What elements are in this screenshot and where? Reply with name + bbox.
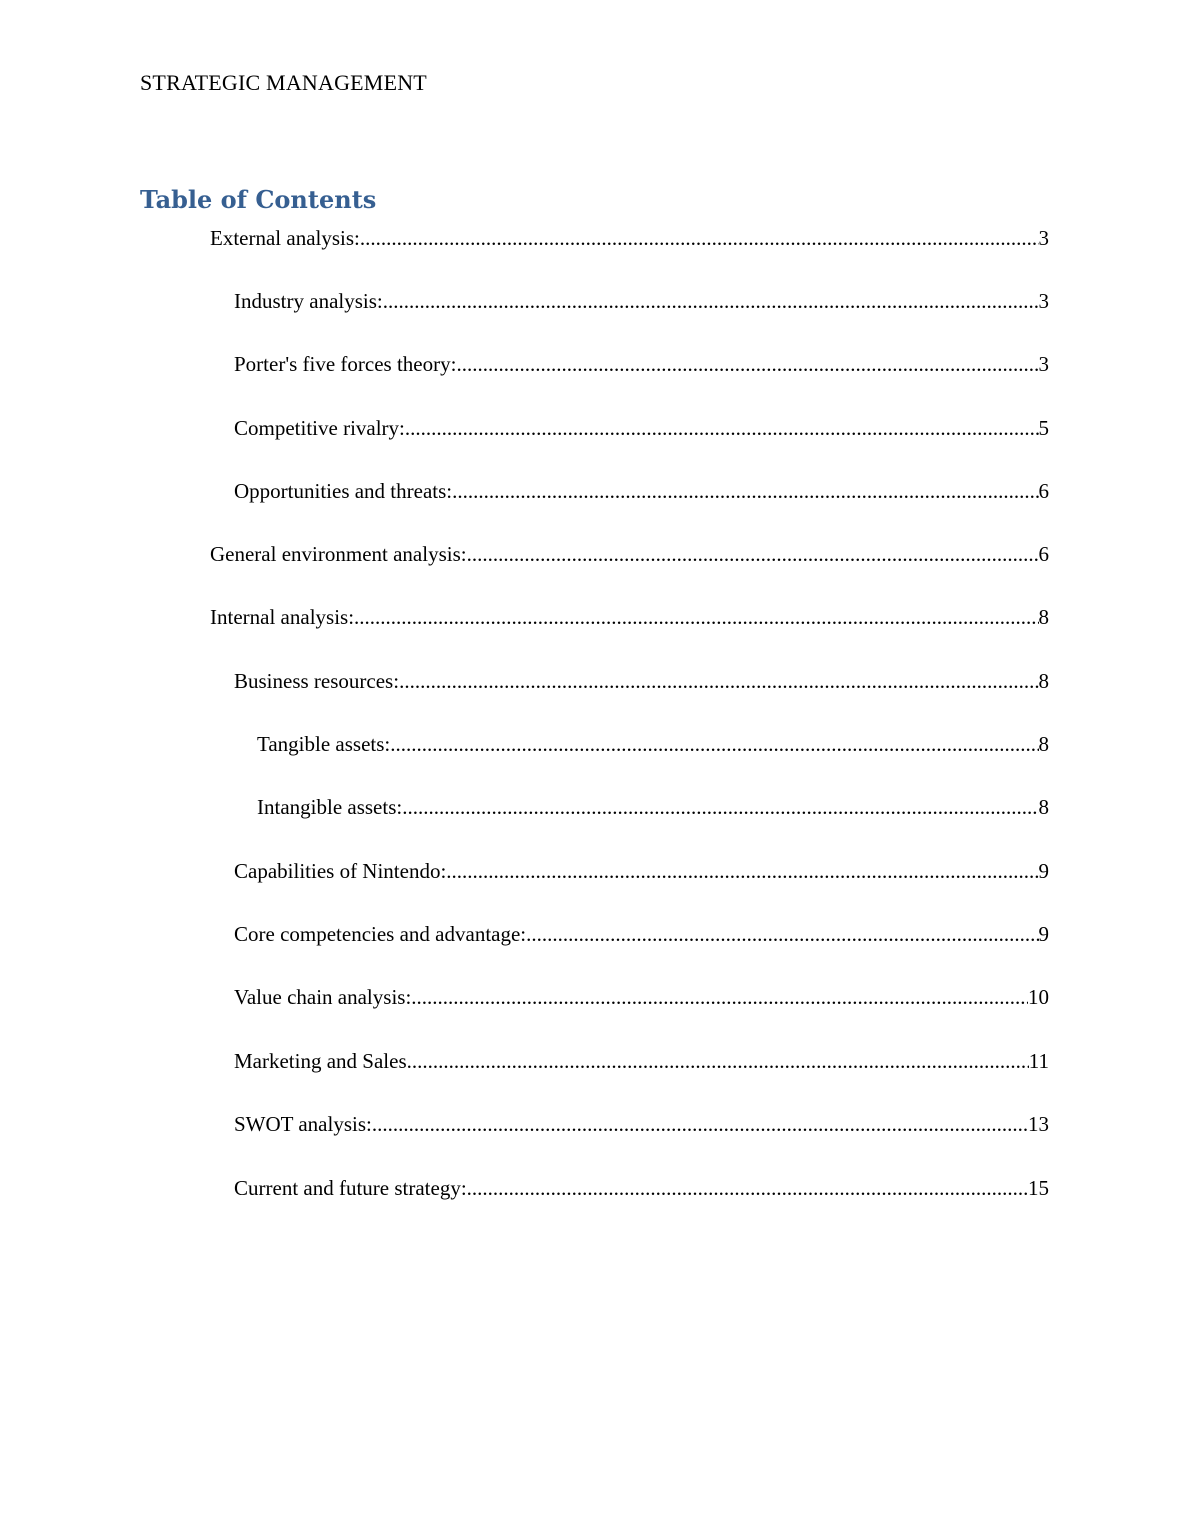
toc-entry-industry-analysis[interactable] [234,287,1049,315]
toc-entry-tangible-assets[interactable] [257,730,1049,758]
toc-page-number: 9 [1038,922,1049,946]
toc-dot-leader [411,983,1028,1011]
toc-page-number: 3 [1038,226,1049,250]
toc-entry-opportunities-threats[interactable] [234,477,1049,505]
toc-dot-leader [407,1047,1029,1075]
toc-entry-label: Intangible assets: [257,795,403,819]
toc-title: Table of Contents [140,185,377,214]
toc-entry-business-resources[interactable] [234,667,1049,695]
toc-entry-label: Industry analysis: [234,289,383,313]
toc-entry-external-analysis[interactable] [210,224,1049,252]
toc-entry-label: SWOT analysis: [234,1112,372,1136]
toc-page-number: 8 [1038,669,1049,693]
toc-entry-label: Opportunities and threats: [234,479,453,503]
toc-entry-intangible-assets[interactable] [257,793,1049,821]
toc-page-number: 9 [1038,859,1049,883]
toc-dot-leader [467,540,1039,568]
toc-entry-label: Tangible assets: [257,732,391,756]
toc-dot-leader [354,603,1038,631]
toc-dot-leader [402,793,1038,821]
toc-page-number: 15 [1028,1176,1049,1200]
toc-dot-leader [526,920,1038,948]
toc-entry-label: Porter's five forces theory: [234,352,457,376]
toc-dot-leader [405,414,1039,442]
toc-page-number: 8 [1038,605,1049,629]
toc-entry-label: Competitive rivalry: [234,416,405,440]
toc-dot-leader [399,667,1038,695]
toc-entry-swot-analysis[interactable] [234,1110,1049,1138]
toc-page-number: 8 [1038,795,1049,819]
toc-entry-label: Business resources: [234,669,400,693]
toc-dot-leader [383,287,1039,315]
toc-dot-leader [446,857,1038,885]
toc-page-number: 6 [1038,479,1049,503]
toc-page-number: 11 [1028,1049,1049,1073]
toc-dot-leader [452,477,1038,505]
toc-dot-leader [456,350,1038,378]
toc-entry-label: General environment analysis: [210,542,467,566]
running-header: STRATEGIC MANAGEMENT [140,70,427,95]
toc-entry-label: Current and future strategy: [234,1176,467,1200]
toc-entry-competitive-rivalry[interactable] [234,414,1049,442]
toc-entry-label: Core competencies and advantage: [234,922,527,946]
toc-entry-value-chain[interactable] [234,983,1049,1011]
toc-entry-marketing-sales[interactable] [234,1047,1049,1075]
toc-dot-leader [390,730,1038,758]
toc-page-number: 8 [1038,732,1049,756]
toc-entry-label: Internal analysis: [210,605,355,629]
toc-entry-label: Capabilities of Nintendo: [234,859,447,883]
toc-page-number: 13 [1028,1112,1049,1136]
toc-entry-porters-five-forces[interactable] [234,350,1049,378]
toc-entry-label: Value chain analysis: [234,985,412,1009]
toc-entry-core-competencies[interactable] [234,920,1049,948]
toc-dot-leader [467,1174,1028,1202]
toc-entry-general-environment[interactable] [210,540,1049,568]
toc-page-number: 5 [1038,416,1049,440]
toc-entry-label: Marketing and Sales [234,1049,407,1073]
toc-page-number: 3 [1038,352,1049,376]
toc-page-number: 10 [1028,985,1049,1009]
toc-entry-current-future-strategy[interactable] [234,1174,1049,1202]
toc-page-number: 3 [1038,289,1049,313]
toc-page-number: 6 [1038,542,1049,566]
toc-entry-capabilities-nintendo[interactable] [234,857,1049,885]
toc-dot-leader [360,224,1039,252]
toc-entry-internal-analysis[interactable] [210,603,1049,631]
toc-entry-label: External analysis: [210,226,360,250]
toc-dot-leader [372,1110,1028,1138]
